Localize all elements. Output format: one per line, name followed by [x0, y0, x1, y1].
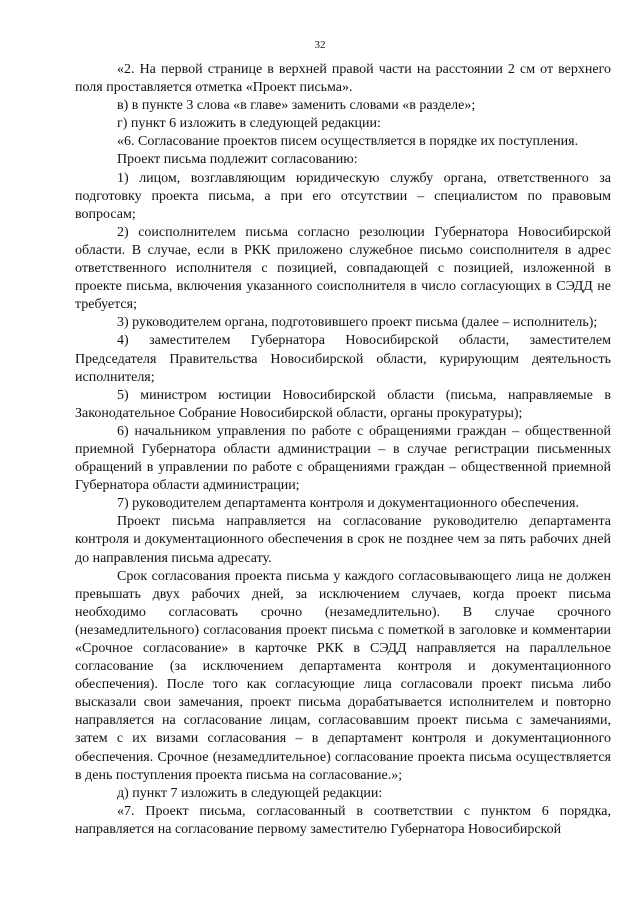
paragraph-approver-6: 6) начальником управления по работе с обращениями граждан – общественной приемной Губернатора области администрации – в случае регистрации письменных обращений в управлении по работе с обращениями граждан – общественной приемной Губернатора области администрации; — [75, 423, 611, 494]
paragraph-approver-4: 4) заместителем Губернатора Новосибирской области, заместителем Председателя Правительства Новосибирской области, курирующим деятельность исполнителя; — [75, 333, 611, 385]
paragraph-clause-2: «2. На первой странице в верхней правой части на расстоянии 2 см от верхнего поля проставляется отметка «Проект письма». — [75, 62, 611, 96]
paragraph-approver-1: 1) лицом, возглавляющим юридическую службу органа, ответственного за подготовку проекта письма, а при его отсутствии – специалистом по правовым вопросам; — [75, 170, 611, 222]
paragraph-approver-3: 3) руководителем органа, подготовившего проект письма (далее – исполнитель); — [117, 315, 598, 331]
paragraph-item-v: в) в пункте 3 слова «в главе» заменить словами «в разделе»; — [117, 98, 476, 114]
paragraph-clause-7: «7. Проект письма, согласованный в соответствии с пунктом 6 порядка, направляется на согласование первому заместителю Губернатора Новосибирской — [75, 803, 611, 837]
paragraph-approver-7: 7) руководителем департамента контроля и документационного обеспечения. — [117, 496, 579, 512]
paragraph-approval-term: Срок согласования проекта письма у каждого согласовывающего лица не должен превышать двух рабочих дней, за исключением случаев, когда проект письма необходимо согласовать срочно (незамедлительно). В случае срочного (незамедлительного) согласования проект письма с пометкой в заголовке и комментарии «Срочное согласование» в карточке РКК в СЭДД направляется на параллельное согласование (за исключением департамента контроля и документационного обеспечения). После того как согласующие лица согласовали проект письма либо высказали свои замечания, проект письма дорабатывается исполнителем и повторно направляется на согласование лицам, согласовавшим проект письма с замечаниями, затем с их визами согласования – в департамент контроля и документационного обеспечения. Срочное (незамедлительное) согласование проекта письма осуществляется в день поступления проекта письма на согласование.»; — [75, 568, 611, 783]
page-number: 32 — [314, 39, 326, 51]
paragraph-approver-5: 5) министром юстиции Новосибирской области (письма, направляемые в Законодательное Собрание Новосибирской области, органы прокуратуры); — [75, 387, 611, 421]
paragraph-clause-6: «6. Согласование проектов писем осуществляется в порядке их поступления. — [117, 134, 579, 150]
paragraph-approval-intro: Проект письма подлежит согласованию: — [117, 152, 358, 168]
paragraph-approver-2: 2) соисполнителем письма согласно резолюции Губернатора Новосибирской области. В случае, если в РКК приложено служебное письмо соисполнителя в адрес ответственного исполнителя с позицией, совпадающей с позицией, изложенной в проекте письма, включения указанного соисполнителя в число согласующих в СЭДД не требуется; — [75, 224, 611, 313]
document-body — [75, 61, 611, 839]
paragraph-item-d: д) пункт 7 изложить в следующей редакции: — [117, 785, 383, 801]
paragraph-approval-deadline: Проект письма направляется на согласование руководителю департамента контроля и документационного обеспечения в срок не позднее чем за пять рабочих дней до направления письма адресату. — [75, 514, 611, 566]
paragraph-item-g: г) пункт 6 изложить в следующей редакции: — [117, 116, 381, 132]
